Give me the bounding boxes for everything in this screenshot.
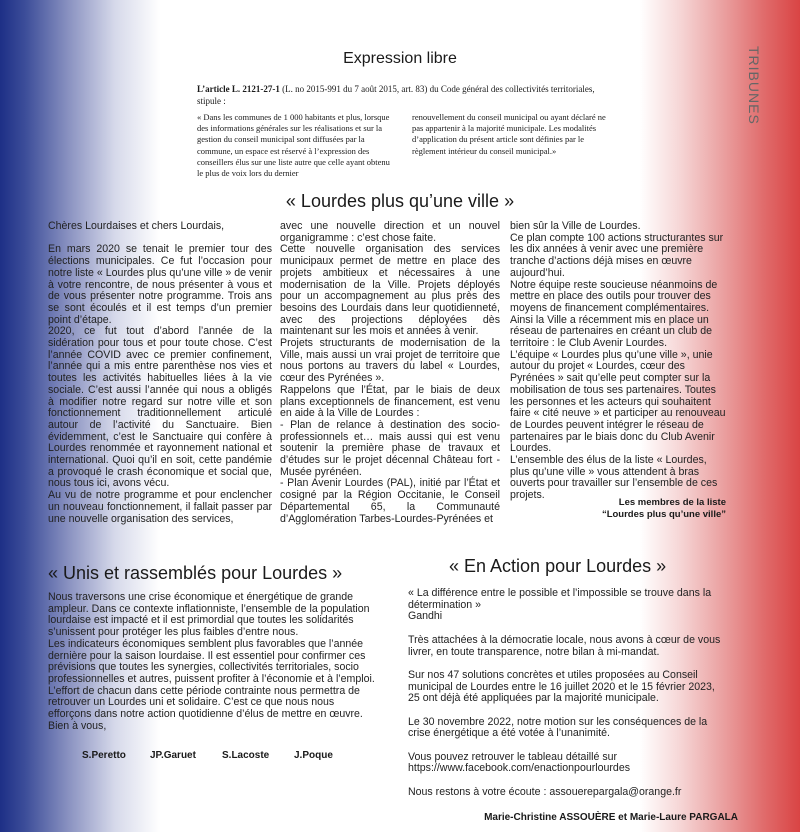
paragraph: - Plan Avenir Lourdes (PAL), initié par l’État et cosigné par la Région Occitanie, le Conseil Départemental 65, la Communauté d’Agglomération Tarbes-Lourdes-Pyrénées et — [280, 477, 500, 525]
paragraph-gap — [408, 705, 728, 717]
unis-signatures — [0, 750, 400, 764]
action-heading: « En Action pour Lourdes » — [449, 556, 667, 576]
lourdes-column-1 — [48, 221, 272, 525]
unis-heading: « Unis et rassemblés pour Lourdes » — [48, 563, 343, 583]
law-text: (L. no 2015-991 du 7 août 2015, art. 83) du Code général des collectivités territoriales, stipule : — [197, 84, 595, 106]
lourdes-column-3 — [510, 221, 726, 502]
paragraph: En mars 2020 se tenait le premier tour des élections municipales. Ce fut l’occasion pour notre liste « Lourdes plus qu’une ville » de venir à votre rencontre, de nous présenter à vous et de vous présenter notre programme. Trois ans se sont écoulés et il est temps d’un premier point d’étape. — [48, 243, 272, 326]
paragraph: Ainsi la Ville a récemment mis en place un réseau de partenaires en créant un club de territoire : le Club Avenir Lourdes. — [510, 313, 713, 350]
paragraph: Projets structurants de modernisation de la Ville, mais aussi un vrai projet de territoire que nous portons au travers du label « Lourdes, cœur des Pyrénées ». — [280, 337, 500, 385]
unis-text — [48, 592, 378, 732]
paragraph: Cette nouvelle organisation des services municipaux permet de mettre en place des projets ambitieux et nécessaires à une modernisation de la Ville. Projets déployés pour un accompagnement au plus près des besoins des Lourdais dans leur quotidienneté, avec des projections déployées dès maintenant sur les mois et années à venir. — [280, 243, 500, 338]
paragraph: Chères Lourdaises et chers Lourdais, — [48, 220, 225, 232]
quote: « La différence entre le possible et l’impossible se trouve dans la détermination » — [408, 587, 712, 611]
paragraph: Au vu de notre programme et pour enclencher un nouveau fonctionnement, il fallait passer par une nouvelle organisation des services, — [48, 489, 272, 525]
signature-name: J.Poque — [294, 750, 333, 761]
paragraph: Bien à vous, — [48, 719, 107, 732]
signature-name: JP.Garuet — [150, 750, 196, 761]
signature-line: Les membres de la liste — [618, 497, 726, 508]
paragraph: avec une nouvelle direction et un nouvel organigramme : c’est chose faite. — [280, 220, 500, 244]
law-reference — [197, 83, 617, 107]
quote-author: Gandhi — [408, 610, 443, 623]
law-quote-right: renouvellement du conseil municipal ou ayant déclaré ne pas appartenir à la majorité municipale. Les modalités d’application du présent article sont définies par le règlement intérieur du conseil municipal.» — [412, 112, 606, 156]
paragraph: Rappelons que l’État, par le biais de deux plans exceptionnels de financement, est venu en aide à la Ville de Lourdes : — [280, 383, 500, 420]
paragraph: L’équipe « Lourdes plus qu’une ville », unie autour du projet « Lourdes, cœur des Pyrénées » sait qu’elle peut compter sur la mobilisation de tous ses partenaires. Toutes les personnes et les acteurs qui souhaitent faire « cité neuve » et participer au renouveau de Lourdes peuvent intégrer le réseau de partenaires par le biais donc du Club Avenir Lourdes. — [510, 348, 726, 455]
paragraph: L’ensemble des élus de la liste « Lourdes, plus qu’une ville » vous attendent à bras ouverts pour travailler sur l’ensemble de ces projets. — [510, 454, 718, 502]
paragraph: Nous traversons une crise économique et énergétique de grande ampleur. Dans ce contexte inflationniste, l’ensemble de la population lourdaise est impacté et il est primordial que toutes les solidarités s’unissent pour protéger les plus faibles d’entre nous. — [48, 591, 370, 639]
action-signature: Marie-Christine ASSOUÈRE et Marie-Laure PARGALA — [484, 812, 738, 823]
lourdes-signature — [560, 497, 726, 521]
paragraph: Nous restons à votre écoute : assouerepargala@orange.fr — [408, 785, 682, 798]
law-article: L’article L. 2121-27-1 — [197, 84, 280, 94]
paragraph: Le 30 novembre 2022, notre motion sur les conséquences de la crise énergétique a été votée à l’unanimité. — [408, 715, 708, 740]
action-text — [408, 588, 728, 799]
lourdes-heading: « Lourdes plus qu’une ville » — [285, 191, 515, 211]
paragraph: Les indicateurs économiques semblent plus favorables que l’année dernière pour la saison lourdaise. Il est essentiel pour confirmer ces prévisions que toutes les synergies, collectivités territoriales, socio professionnelles et autres, puissent profiter à l’économie et à l’emploi. — [48, 637, 375, 685]
paragraph: Sur nos 47 solutions concrètes et utiles proposées au Conseil municipal de Lourdes entre le 16 juillet 2020 et le 15 février 2023, 25 ont déjà été appliquées par la majorité municipale. — [408, 668, 715, 705]
paragraph: bien sûr la Ville de Lourdes. — [510, 220, 641, 232]
paragraph: - Plan de relance à destination des socio-professionnels et… mais aussi qui est venu soutenir la première phase de travaux et d’études sur le projet décennal Château fort - Musée pyrénéen. — [280, 418, 500, 478]
page-title: Expression libre — [343, 50, 457, 67]
signature-line: “Lourdes plus qu’une ville” — [601, 509, 726, 520]
paragraph: Ce plan compte 100 actions structurantes sur les dix années à venir avec une première tranche d’actions déjà mises en œuvre aujourd’hui. — [510, 231, 724, 279]
lourdes-column-2 — [280, 221, 500, 525]
paragraph: Vous pouvez retrouver le tableau détaillé sur https://www.facebook.com/enactionpourlourdes — [408, 750, 631, 775]
signature-name: S.Lacoste — [222, 750, 270, 761]
paragraph: Très attachées à la démocratie locale, nous avons à cœur de vous livrer, en toute transparence, notre bilan à mi-mandat. — [408, 633, 721, 658]
paragraph: L’effort de chacun dans cette période contrainte nous permettra de retrouver un Lourdes uni et solidaire. C’est ce que nous nous efforçons dans notre action quotidienne d’élus de mettre en œuvre. — [48, 684, 363, 721]
paragraph: 2020, ce fut tout d’abord l’année de la sidération pour tous et pour toute chose. C’est l’année COVID avec ce premier confinement, l’année qui a mis entre parenthèse nos vies et toutes les activités habituelles liées à la vie sociale. C’est aussi l’année qui nous a obligés à modifier notre regard sur notre ville et son fonctionnement traditionnellement articulé autour de l’activité du Sanctuaire. Bien évidemment, c’est le Sanctuaire qui confère à Lourdes renommée et rayonnement national et international. Quoi qu’il en soit, cette pandémie a provoqué le crash économique et social que, nous tous ici, avons vécu. — [48, 325, 272, 490]
law-quote-left: « Dans les communes de 1 000 habitants et plus, lorsque des informations générales sur les réalisations et sur la gestion du conseil municipal sont diffusées par la commune, un espace est réservé à l’expression des conseillers élus sur une liste autre que celle ayant obtenu le plus de voix lors du dernier — [197, 112, 390, 179]
section-side-label: TRIBUNES — [746, 46, 762, 125]
signature-name: S.Peretto — [82, 750, 126, 761]
paragraph: Notre équipe reste soucieuse néanmoins de mettre en place des outils pour trouver des moyens de financement complémentaires. — [510, 278, 718, 314]
